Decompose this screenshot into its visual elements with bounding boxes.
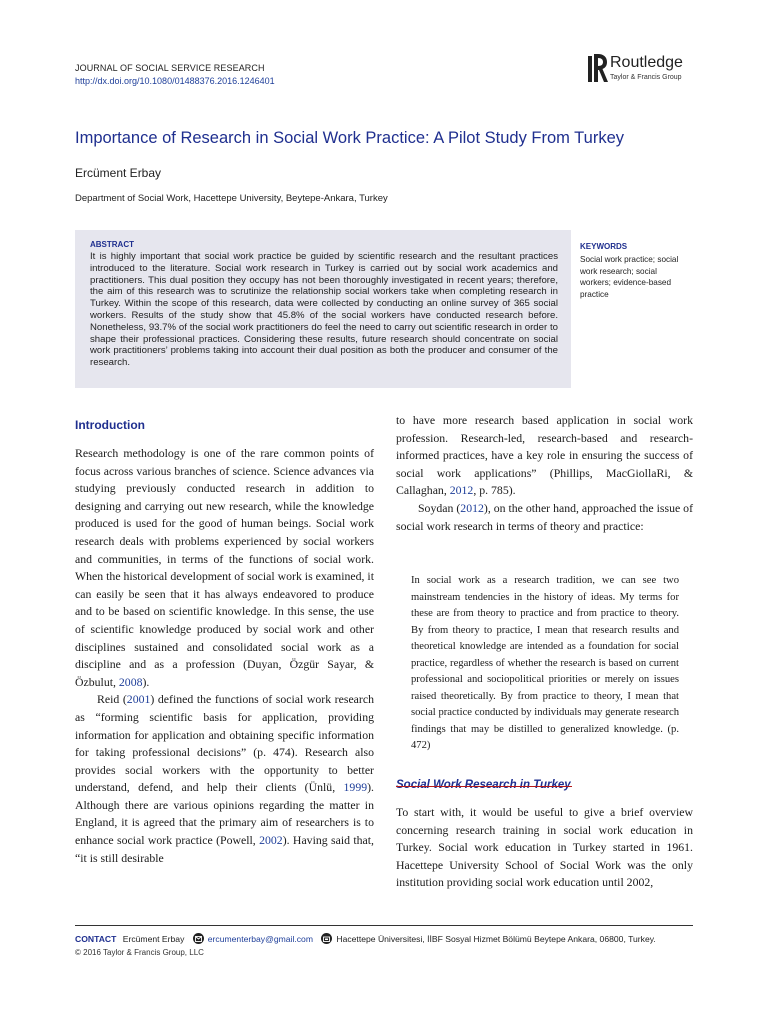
citation-link[interactable]: 1999 <box>343 780 368 795</box>
email-icon <box>193 933 204 944</box>
citation-link[interactable]: 2012 <box>449 483 474 498</box>
contact-line <box>75 933 656 944</box>
contact-name: Ercüment Erbay <box>122 934 185 944</box>
section-heading-social-work-research: Social Work Research in Turkey <box>396 779 571 791</box>
article-author: Ercüment Erbay <box>75 166 162 180</box>
contact-email[interactable]: ercumenterbay@gmail.com <box>207 934 313 944</box>
citation-link[interactable]: 2012 <box>460 500 484 515</box>
intro-paragraph-3: Soydan (2012), on the other hand, approached the issue of social work research in terms of theory and practice: <box>396 500 693 533</box>
publisher-logo[interactable] <box>588 50 708 90</box>
journal-name: JOURNAL OF SOCIAL SERVICE RESEARCH <box>75 63 265 73</box>
abstract-heading: ABSTRACT <box>90 240 134 249</box>
copyright-notice: © 2016 Taylor & Francis Group, LLC <box>75 948 204 957</box>
left-column <box>75 445 374 867</box>
doi-link[interactable]: http://dx.doi.org/10.1080/01488376.2016.1246401 <box>75 76 275 86</box>
citation-link[interactable]: 2002 <box>259 833 283 848</box>
intro-paragraph-2: Reid (2001) defined the functions of social work research as “forming scientific basis for application, providing information for application and obtaining specific information for taking professional decisions” (p. 474). Research also provides social workers with the opportunity to better understand, defend, and help their clients (Ünlü, 1999). Although there are various opinions regarding the matter in England, it is agreed that the primary aim of researchers is to enhance social work practice (Powell, 2002). Having said that, “it is still desirable <box>75 692 374 865</box>
block-quote: In social work as a research tradition, we can see two mainstream tendencies in the history of ideas. My terms for these are from theory to practice and from practice to theory. By from theory to practice, I mean that research results and theoretical knowledge are intended as a foundation for social practice, regardless of whether the research is based on current professional and sociopolitical priorities or merely on issues raised theoretically. By from practice to theory, I mean that social practice conducted by individuals may generate research findings that may be distilled to generalized knowledge. (p. 472) <box>411 575 679 751</box>
introduction-heading: Introduction <box>75 418 145 432</box>
intro-paragraph-1: Research methodology is one of the rare common points of focus across various branches of science. Science advances via studying previously conducted research in addition to designing and carrying out new research, while the knowledge produced is used for the good of human beings. Social work research deals with problems experienced by social workers and communities, in terms of the functions of social work. When the historical development of social work is examined, it can easily be seen that it has always endeavored to produce and to be based on scientific knowledge. In this sense, the use of scientific knowledge produced by social work and other disciplines sustained and consolidated social work as a discipline and as a profession (Duyan, Özgür Sayar, & Özbulut, 2008). <box>75 446 374 689</box>
right-column-bottom <box>396 804 693 892</box>
citation-link[interactable]: 2001 <box>126 692 151 707</box>
author-affiliation: Department of Social Work, Hacettepe University, Beytepe-Ankara, Turkey <box>75 193 388 204</box>
contact-address: Hacettepe Üniversitesi, İİBF Sosyal Hizmet Bölümü Beytepe Ankara, 06800, Turkey. <box>336 934 656 944</box>
section2-paragraph-1: To start with, it would be useful to give a brief overview concerning research training in social work education in Turkey. Social work education in Turkey started in 1961. Hacettepe University School of Social Work was the only institution providing social work education until 2002, <box>396 805 693 890</box>
intro-paragraph-continued: to have more research based application in social work profession. Research-led, research-based and research-informed practices, have a key role in ensuring the success of social work applications” (Phillips, MacGiollaRi, & Callaghan, 2012, p. 785). <box>396 413 693 498</box>
abstract-text: It is highly important that social work practice be guided by scientific research and the resultant practices introduced to the literature. Social work research in Turkey is carried out by social work academics and practitioners. This dual position they occupy has not been thoroughly investigated in recent years; therefore, the aim of this research was to scrutinize the relationship social workers take when completing research in Turkey. Within the scope of this research, data were collected by conducting an online survey of 365 social workers. Results of the study show that 45.8% of the social workers have conducted research before. Nonetheless, 93.7% of the social work practitioners do feel the need to carry out scientific research in order to shape their professional practices. Considering these results, future research should concentrate on social work practitioners’ problems taking into account their dual position as both the producer and consumer of the research. <box>90 251 558 369</box>
address-icon <box>321 933 332 944</box>
keywords-heading: KEYWORDS <box>580 242 628 251</box>
citation-link[interactable]: 2008 <box>118 674 143 689</box>
routledge-r-icon <box>588 50 608 86</box>
abstract-box <box>75 230 571 388</box>
publisher-name: Routledge <box>610 54 683 71</box>
right-column-top <box>396 412 693 535</box>
keywords-text: Social work practice; social work research; social workers; evidence-based practice <box>580 255 679 299</box>
article-title: Importance of Research in Social Work Practice: A Pilot Study From Turkey <box>75 129 624 147</box>
publisher-tagline: Taylor & Francis Group <box>610 74 682 81</box>
footer-divider <box>75 925 693 926</box>
contact-label: CONTACT <box>75 934 117 944</box>
strikethrough-line <box>396 786 572 787</box>
